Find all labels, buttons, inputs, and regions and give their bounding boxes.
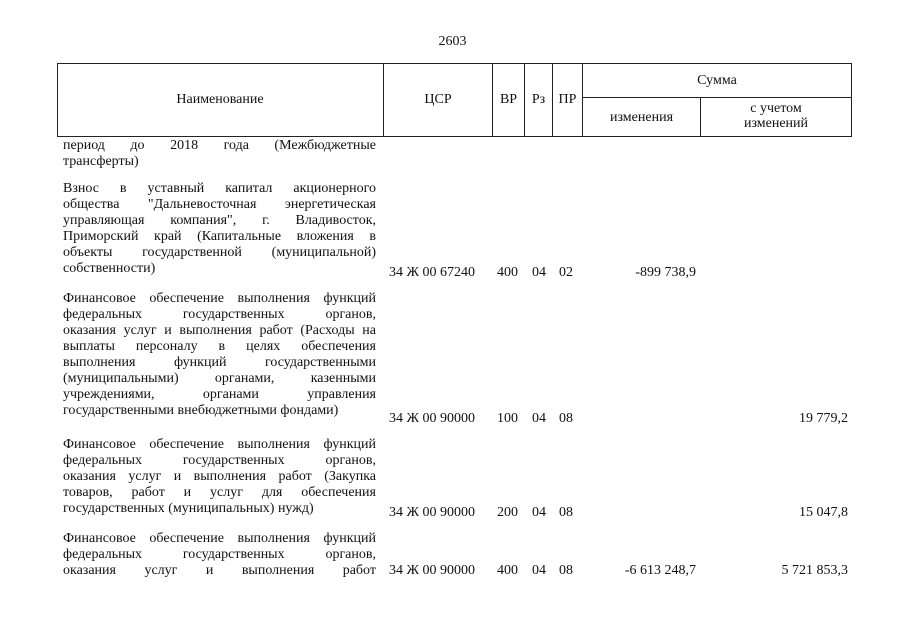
row-text-line: трансферты) <box>63 154 139 169</box>
row-pr: 02 <box>559 265 573 280</box>
header-changes: изменения <box>609 110 674 125</box>
row-pr: 08 <box>559 411 573 426</box>
header-with-changes-line1: с учетом <box>750 101 802 116</box>
header-with-changes <box>701 101 851 131</box>
row-total: 19 779,2 <box>799 411 848 426</box>
row-rz: 04 <box>532 411 546 426</box>
table-row <box>63 291 376 419</box>
row-rz: 04 <box>532 505 546 520</box>
table-row <box>63 138 376 170</box>
row-total: 5 721 853,3 <box>781 563 848 578</box>
table-row <box>63 437 376 517</box>
header-with-changes-line2: изменений <box>743 116 809 131</box>
row-text-line: общества "Дальневосточная энергетическая <box>63 197 376 212</box>
row-text-line: федеральных государственных органов, <box>63 307 376 322</box>
row-pr: 08 <box>559 563 573 578</box>
row-text-line: (муниципальными) органами, казенными <box>63 371 376 386</box>
row-text-line: выплаты персоналу в целях обеспечения <box>63 339 376 354</box>
row-text-line: Финансовое обеспечение выполнения функций <box>63 437 376 452</box>
row-text-line: выполнения функций государственными <box>63 355 376 370</box>
row-total: 15 047,8 <box>799 505 848 520</box>
row-vr: 400 <box>497 265 518 280</box>
row-text-line: собственности) <box>63 261 156 276</box>
row-csr: 34 Ж 00 90000 <box>389 505 476 520</box>
row-text-line: Взнос в уставный капитал акционерного <box>63 181 376 196</box>
row-rz: 04 <box>532 265 546 280</box>
page-number: 2603 <box>438 34 467 49</box>
row-csr: 34 Ж 00 67240 <box>389 265 476 280</box>
row-text-line: Финансовое обеспечение выполнения функций <box>63 291 376 306</box>
row-change: -899 738,9 <box>635 265 696 280</box>
row-change: -6 613 248,7 <box>624 563 696 578</box>
row-text-line: федеральных государственных органов, <box>63 453 376 468</box>
row-text-line: государственными внебюджетными фондами) <box>63 403 339 418</box>
row-text-line: Приморский край (Капитальные вложения в <box>63 229 376 244</box>
header-csr: ЦСР <box>424 92 452 107</box>
row-text-line: товаров, работ и услуг для обеспечения <box>63 485 376 500</box>
table-row <box>63 531 376 579</box>
row-text-line: оказания услуг и выполнения работ <box>63 563 376 578</box>
row-text-line: федеральных государственных органов, <box>63 547 376 562</box>
header-sum: Сумма <box>697 73 737 88</box>
row-text-line: Финансовое обеспечение выполнения функций <box>63 531 376 546</box>
header-name: Наименование <box>176 92 264 107</box>
row-pr: 08 <box>559 505 573 520</box>
row-text-line: оказания услуг и выполнения работ (Закупка <box>63 469 376 484</box>
table-header <box>57 63 852 137</box>
table-row <box>63 181 376 277</box>
row-vr: 400 <box>497 563 518 578</box>
row-rz: 04 <box>532 563 546 578</box>
row-text-line: период до 2018 года (Межбюджетные <box>63 138 376 153</box>
header-vr: ВР <box>499 92 518 107</box>
row-csr: 34 Ж 00 90000 <box>389 563 476 578</box>
row-text-line: государственных (муниципальных) нужд) <box>63 501 314 516</box>
row-vr: 100 <box>497 411 518 426</box>
row-text-line: оказания услуг и выполнения работ (Расходы на <box>63 323 376 338</box>
row-text-line: учреждениями, органами управления <box>63 387 376 402</box>
header-pr: ПР <box>558 92 577 107</box>
row-csr: 34 Ж 00 90000 <box>389 411 476 426</box>
header-rz: Рз <box>531 92 546 107</box>
row-text-line: объекты государственной (муниципальной) <box>63 245 376 260</box>
row-text-line: управляющая компания", г. Владивосток, <box>63 213 376 228</box>
row-vr: 200 <box>497 505 518 520</box>
